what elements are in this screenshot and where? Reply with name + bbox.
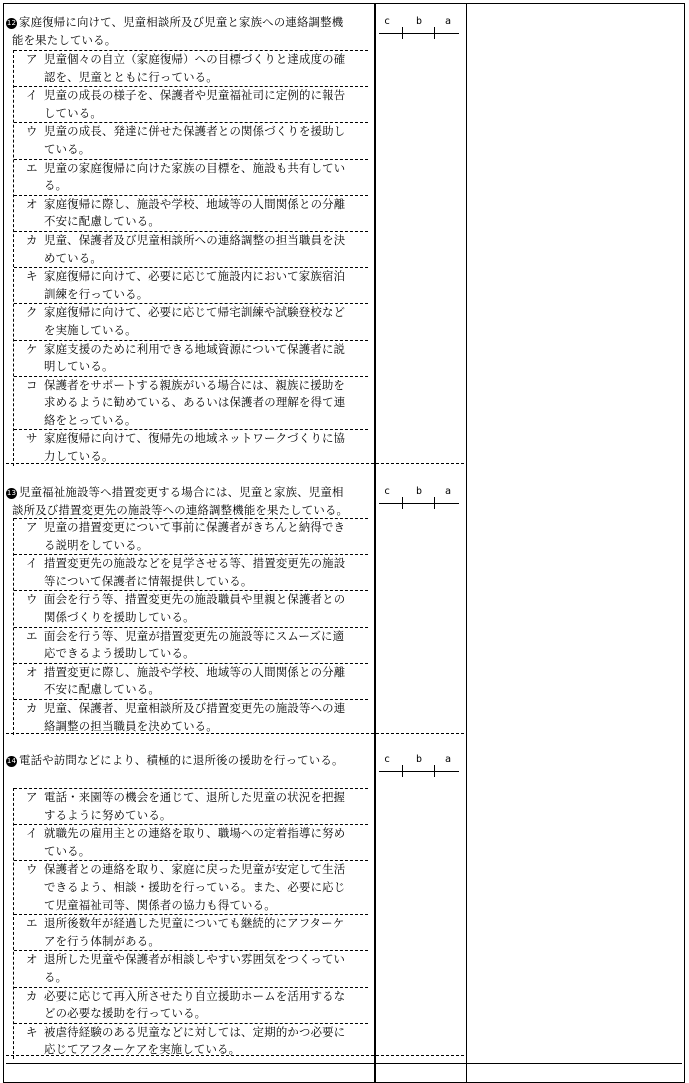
item-text: 応じてアフターケアを実施している。 <box>44 1042 241 1057</box>
checklist-item <box>14 303 368 339</box>
item-text: 家庭復帰に向けて、必要に応じて施設内において家族宿泊 <box>44 269 346 284</box>
item-text: している。 <box>44 105 102 120</box>
checklist <box>13 788 368 1059</box>
item-mark: キ <box>26 1024 38 1039</box>
item-text: めている。 <box>44 250 102 265</box>
rating-label-b: b <box>416 486 423 497</box>
item-mark: オ <box>26 664 38 679</box>
checklist-item <box>14 699 368 735</box>
item-text: 認を、児童とともに行っている。 <box>44 69 218 84</box>
item-text: 家庭復帰に向けて、復帰先の地域ネットワークづくりに協 <box>44 431 346 446</box>
item-text: 面会を行う等、措置変更先の施設職員や里親と保護者との <box>44 592 346 607</box>
item-text: 被虐待経験のある児童などに対しては、定期的かつ必要に <box>44 1024 346 1039</box>
heading-line: 電話や訪問などにより、積極的に退所後の援助を行っている。 <box>19 753 344 767</box>
rating-label-a: a <box>445 486 452 497</box>
item-mark: カ <box>26 700 38 715</box>
rating-scale <box>379 16 459 46</box>
rating-label-c: c <box>384 754 391 765</box>
checklist-item <box>14 914 368 950</box>
section-heading <box>6 14 366 49</box>
item-text: 等について保護者に情報提供している。 <box>44 573 253 588</box>
item-number-badge: 12 <box>6 19 17 27</box>
section-separator <box>6 1055 464 1056</box>
rating-label-a: a <box>445 16 452 27</box>
item-text: て児童福祉司等、関係者の協力も得ている。 <box>44 897 276 912</box>
rating-label-a: a <box>445 754 452 765</box>
item-text: 家庭復帰に向けて、必要に応じて帰宅訓練や試験登校など <box>44 305 346 320</box>
checklist-item <box>14 195 368 231</box>
item-mark: オ <box>26 196 38 211</box>
item-mark: イ <box>26 88 38 103</box>
checklist-item <box>14 1023 368 1059</box>
item-text: 訓練を行っている。 <box>44 286 149 301</box>
item-text: するように努めている。 <box>44 807 172 822</box>
rating-label-c: c <box>384 486 391 497</box>
item-mark: ケ <box>26 341 38 356</box>
item-text: 児童の家庭復帰に向けた家族の目標を、施設も共有してい <box>44 160 346 175</box>
section-separator <box>6 733 464 734</box>
checklist <box>13 518 368 735</box>
checklist-item <box>14 376 368 430</box>
item-text: ている。 <box>44 141 91 156</box>
rating-label-c: c <box>384 16 391 27</box>
item-text: 力している。 <box>44 449 114 464</box>
item-text: る説明をしている。 <box>44 537 149 552</box>
heading-line: 児童福祉施設等へ措置変更する場合には、児童と家族、児童相 <box>19 485 344 499</box>
item-mark: イ <box>26 556 38 571</box>
item-text: 措置変更に際し、施設や学校、地域等の人間関係との分離 <box>44 664 346 679</box>
item-text: 保護者をサポートする親族がいる場合には、親族に援助を <box>44 377 346 392</box>
checklist-item <box>14 231 368 267</box>
item-mark: ア <box>26 520 38 534</box>
rating-scale <box>379 486 459 516</box>
item-mark: ウ <box>26 124 38 139</box>
checklist-item <box>14 554 368 590</box>
item-text: 絡をとっている。 <box>44 412 137 427</box>
rating-tick <box>402 497 403 509</box>
checklist-item <box>14 429 368 465</box>
item-text: 明している。 <box>44 359 114 374</box>
rating-tick <box>434 27 435 39</box>
rating-tick <box>434 497 435 509</box>
item-text: 求めるように勧めている、あるいは保護者の理解を得て連 <box>44 395 346 410</box>
item-mark: エ <box>26 916 38 931</box>
item-mark: サ <box>26 431 38 446</box>
rating-label-b: b <box>416 754 423 765</box>
checklist <box>13 50 368 466</box>
item-text: る。 <box>44 969 68 984</box>
item-mark: エ <box>26 628 38 643</box>
item-text: 児童の措置変更について事前に保護者がきちんと納得でき <box>44 520 346 534</box>
item-mark: コ <box>26 377 38 392</box>
checklist-item <box>14 340 368 376</box>
item-text: ている。 <box>44 843 91 858</box>
item-text: 家庭復帰に際し、施設や学校、地域等の人間関係との分離 <box>44 196 346 211</box>
checklist-item <box>14 860 368 914</box>
heading-line: 能を果たしている。 <box>12 32 117 47</box>
item-text: 児童、保護者及び児童相談所への連絡調整の担当職員を決 <box>44 232 346 247</box>
heading-line: 家庭復帰に向けて、児童相談所及び児童と家族への連絡調整機 <box>19 15 344 29</box>
item-mark: ウ <box>26 862 38 877</box>
item-mark: オ <box>26 952 38 967</box>
checklist-item <box>14 86 368 122</box>
item-text: 絡調整の担当職員を決めている。 <box>44 718 218 733</box>
checklist-item <box>14 518 368 554</box>
item-number-badge: 14 <box>6 757 17 765</box>
item-text: 退所した児童や保護者が相談しやすい雰囲気をつくってい <box>44 952 346 967</box>
item-mark: ウ <box>26 592 38 607</box>
item-text: る。 <box>44 178 68 193</box>
checklist-item <box>14 663 368 699</box>
item-mark: ク <box>26 305 38 320</box>
rating-tick <box>402 27 403 39</box>
item-text: 児童、保護者、児童相談所及び措置変更先の施設等への連 <box>44 700 346 715</box>
heading-line: 談所及び措置変更先の施設等への連絡調整機能を果たしている。 <box>12 502 349 517</box>
checklist-item <box>14 159 368 195</box>
item-text: 就職先の雇用主との連絡を取り、職場への定着指導に努め <box>44 826 346 841</box>
item-mark: キ <box>26 269 38 284</box>
item-text: 面会を行う等、児童が措置変更先の施設等にスムーズに適 <box>44 628 345 643</box>
item-mark: エ <box>26 160 38 175</box>
checklist-item <box>14 987 368 1023</box>
item-number-badge: 13 <box>6 489 17 497</box>
rating-tick <box>402 765 403 777</box>
item-text: できるよう、相談・援助を行っている。また、必要に応じ <box>44 879 346 894</box>
rating-axis <box>379 503 459 504</box>
item-text: 児童個々の自立（家庭復帰）への目標づくりと達成度の確 <box>44 52 346 66</box>
item-text: 不安に配慮している。 <box>44 214 160 229</box>
item-text: を実施している。 <box>44 322 137 337</box>
checklist-item <box>14 50 368 86</box>
checklist-item <box>14 824 368 860</box>
rating-axis <box>379 771 459 772</box>
checklist-item <box>14 627 368 663</box>
item-text: 退所後数年が経過した児童についても継続的にアフターケ <box>44 916 345 931</box>
rating-label-b: b <box>416 16 423 27</box>
item-text: 保護者との連絡を取り、家庭に戻った児童が安定して生活 <box>44 862 346 877</box>
item-text: 電話・来園等の機会を通じて、退所した児童の状況を把握 <box>44 790 346 804</box>
item-text: 関係づくりを援助している。 <box>44 609 195 624</box>
rating-axis <box>379 33 459 34</box>
rating-scale <box>379 754 459 784</box>
item-text: 必要に応じて再入所させたり自立援助ホームを活用するな <box>44 988 346 1003</box>
checklist-item <box>14 267 368 303</box>
item-text: どの必要な援助を行っている。 <box>44 1006 207 1021</box>
item-mark: ア <box>26 52 38 66</box>
item-text: 措置変更先の施設などを見学させる等、措置変更先の施設 <box>44 556 346 571</box>
column-divider <box>374 4 376 1082</box>
item-mark: ア <box>26 790 38 804</box>
checklist-item <box>14 122 368 158</box>
section-heading <box>6 484 366 519</box>
item-text: 応できるよう援助している。 <box>44 646 195 661</box>
item-text: 児童の成長の様子を、保護者や児童福祉司に定例的に報告 <box>44 88 346 103</box>
section-heading <box>6 752 366 770</box>
item-mark: イ <box>26 826 38 841</box>
column-divider-right <box>466 4 467 1082</box>
section-separator <box>6 463 464 464</box>
rating-tick <box>434 765 435 777</box>
item-text: 児童の成長、発達に併せた保護者との関係づくりを援助し <box>44 124 346 139</box>
item-text: アを行う体制がある。 <box>44 933 160 948</box>
item-mark: カ <box>26 988 38 1003</box>
checklist-item <box>14 788 368 824</box>
item-text: 不安に配慮している。 <box>44 682 160 697</box>
table-bottom-border <box>6 1063 682 1064</box>
checklist-item <box>14 950 368 986</box>
item-mark: カ <box>26 232 38 247</box>
checklist-item <box>14 590 368 626</box>
item-text: 家庭支援のために利用できる地域資源について保護者に説 <box>44 341 346 356</box>
